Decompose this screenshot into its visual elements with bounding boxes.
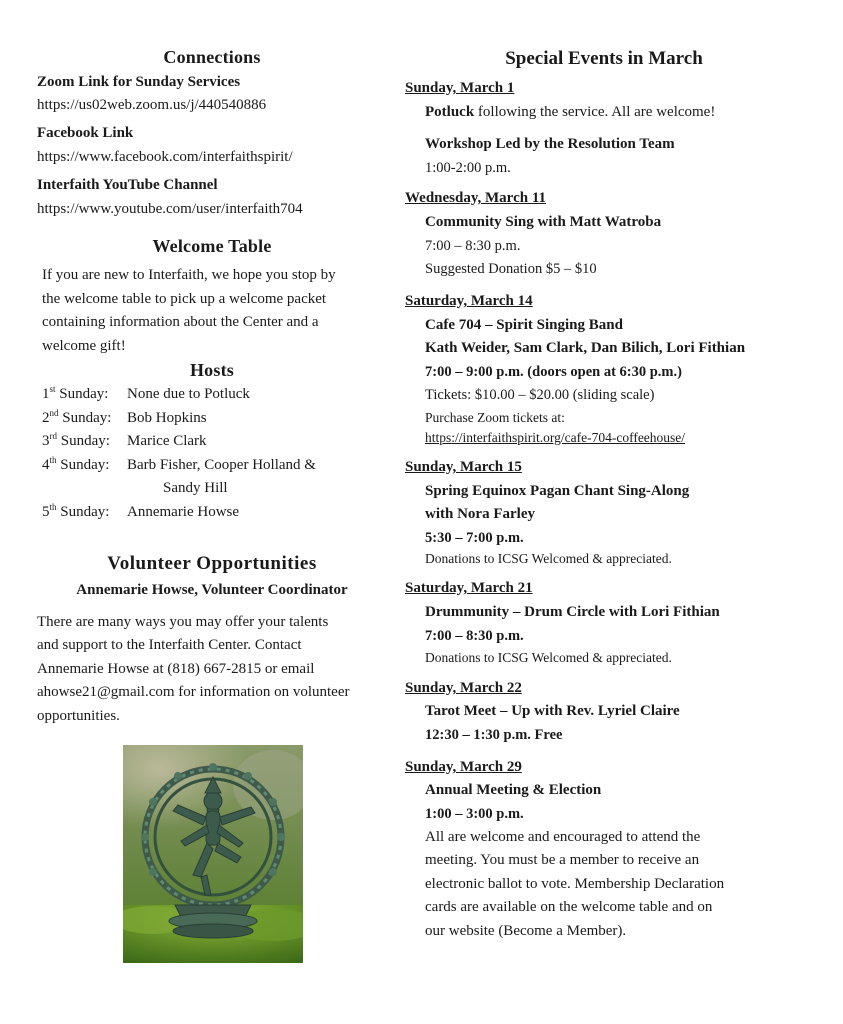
potluck-text: following the service. All are welcome! — [474, 104, 716, 120]
event-tickets: Tickets: $10.00 – $20.00 (sliding scale) — [425, 387, 655, 403]
event-date: Saturday, March 14 — [405, 293, 533, 309]
hosts-heading: Hosts — [189, 360, 234, 380]
volunteer-subtitle: Annemarie Howse, Volunteer Coordinator — [76, 582, 348, 598]
host-ordinal-suffix: th — [49, 455, 57, 465]
event-time: 1:00 – 3:00 p.m. — [425, 806, 524, 822]
host-ordinal-suffix: st — [49, 384, 56, 394]
event-time: 7:00 – 8:30 p.m. — [425, 238, 521, 254]
zoom-label: Zoom Link for Sunday Services — [37, 74, 241, 90]
volunteer-line: opportunities. — [37, 708, 120, 724]
volunteer-line: Annemarie Howse at (818) 667-2815 or email — [37, 661, 315, 677]
welcome-line: containing information about the Center and a — [42, 314, 319, 330]
host-ordinal: 1 — [42, 386, 50, 402]
event-title: Tarot Meet – Up with Rev. Lyriel Claire — [425, 703, 680, 719]
event-description-line: meeting. You must be a member to receive an — [425, 852, 700, 868]
event-time: 7:00 – 9:00 p.m. (doors open at 6:30 p.m.) — [425, 364, 682, 380]
special-events-heading: Special Events in March — [505, 48, 703, 69]
host-day: Sunday: — [56, 504, 110, 520]
event-time: 5:30 – 7:00 p.m. — [425, 530, 524, 546]
event-date: Wednesday, March 11 — [405, 190, 546, 206]
host-ordinal: 2 — [42, 410, 50, 426]
event-time: 7:00 – 8:30 p.m. — [425, 628, 524, 644]
host-names: Annemarie Howse — [127, 504, 240, 520]
facebook-link[interactable]: https://www.facebook.com/interfaithspirit/ — [37, 149, 293, 165]
event-potluck — [425, 104, 715, 121]
facebook-label: Facebook Link — [37, 125, 134, 141]
event-title: Community Sing with Matt Watroba — [425, 214, 662, 230]
host-day: Sunday: — [56, 457, 110, 473]
host-day: Sunday: — [57, 433, 110, 449]
host-names-continued: Sandy Hill — [163, 480, 228, 496]
event-date: Sunday, March 29 — [405, 759, 522, 775]
event-date: Sunday, March 15 — [405, 459, 522, 475]
event-date: Saturday, March 21 — [405, 580, 533, 596]
event-title: Spring Equinox Pagan Chant Sing-Along — [425, 483, 690, 499]
host-ordinal-suffix: th — [49, 502, 57, 512]
zoom-link[interactable]: https://us02web.zoom.us/j/440540886 — [37, 97, 267, 113]
host-day: Sunday: — [58, 410, 112, 426]
event-purchase-note: Purchase Zoom tickets at: — [425, 410, 565, 425]
youtube-label: Interfaith YouTube Channel — [37, 177, 218, 193]
welcome-line: welcome gift! — [42, 338, 126, 354]
host-day: Sunday: — [55, 386, 109, 402]
connections-heading: Connections — [163, 47, 261, 67]
welcome-line: If you are new to Interfaith, we hope you stop by — [42, 267, 336, 283]
event-note: Donations to ICSG Welcomed & appreciated. — [425, 551, 672, 566]
event-title: Annual Meeting & Election — [425, 782, 602, 798]
event-title: Cafe 704 – Spirit Singing Band — [425, 317, 623, 333]
volunteer-line: and support to the Interfaith Center. Contact — [37, 637, 302, 653]
event-date: Sunday, March 1 — [405, 80, 515, 96]
event-description-line: All are welcome and encouraged to attend the — [425, 829, 701, 845]
event-title-continued: with Nora Farley — [425, 506, 535, 522]
host-ordinal: 5 — [42, 504, 50, 520]
host-names: Marice Clark — [127, 433, 207, 449]
host-row — [42, 457, 109, 474]
event-donation: Suggested Donation $5 – $10 — [425, 261, 597, 277]
welcome-heading: Welcome Table — [152, 236, 272, 256]
host-row — [42, 410, 111, 427]
host-row — [42, 386, 108, 403]
event-title: Drummunity – Drum Circle with Lori Fithian — [425, 604, 720, 620]
host-names: None due to Potluck — [127, 386, 250, 402]
nataraja-statue-photo — [123, 745, 303, 963]
volunteer-line: There are many ways you may offer your talents — [37, 614, 329, 630]
host-names: Barb Fisher, Cooper Holland & — [127, 457, 316, 473]
welcome-line: the welcome table to pick up a welcome packet — [42, 291, 327, 307]
cafe-704-link[interactable]: https://interfaithspirit.org/cafe-704-coffeehouse/ — [425, 430, 686, 445]
event-description-line: our website (Become a Member). — [425, 923, 627, 939]
host-ordinal-suffix: nd — [49, 408, 59, 418]
youtube-link[interactable]: https://www.youtube.com/user/interfaith704 — [37, 201, 303, 217]
event-note: Donations to ICSG Welcomed & appreciated. — [425, 650, 672, 665]
event-description-line: cards are available on the welcome table and on — [425, 899, 713, 915]
event-title: Workshop Led by the Resolution Team — [425, 136, 675, 152]
host-row — [42, 433, 110, 450]
event-performers: Kath Weider, Sam Clark, Dan Bilich, Lori Fithian — [425, 340, 746, 356]
host-ordinal-suffix: rd — [49, 431, 57, 441]
host-row — [42, 504, 109, 521]
potluck-label: Potluck — [425, 104, 475, 120]
event-date: Sunday, March 22 — [405, 680, 522, 696]
event-time: 1:00-2:00 p.m. — [425, 160, 511, 176]
host-ordinal: 3 — [42, 433, 50, 449]
event-description-line: electronic ballot to vote. Membership Declaration — [425, 876, 725, 892]
host-names: Bob Hopkins — [127, 410, 207, 426]
volunteer-line: ahowse21@gmail.com for information on volunteer — [37, 684, 350, 700]
volunteer-heading: Volunteer Opportunities — [107, 553, 317, 574]
event-time: 12:30 – 1:30 p.m. Free — [425, 727, 563, 743]
host-ordinal: 4 — [42, 457, 50, 473]
